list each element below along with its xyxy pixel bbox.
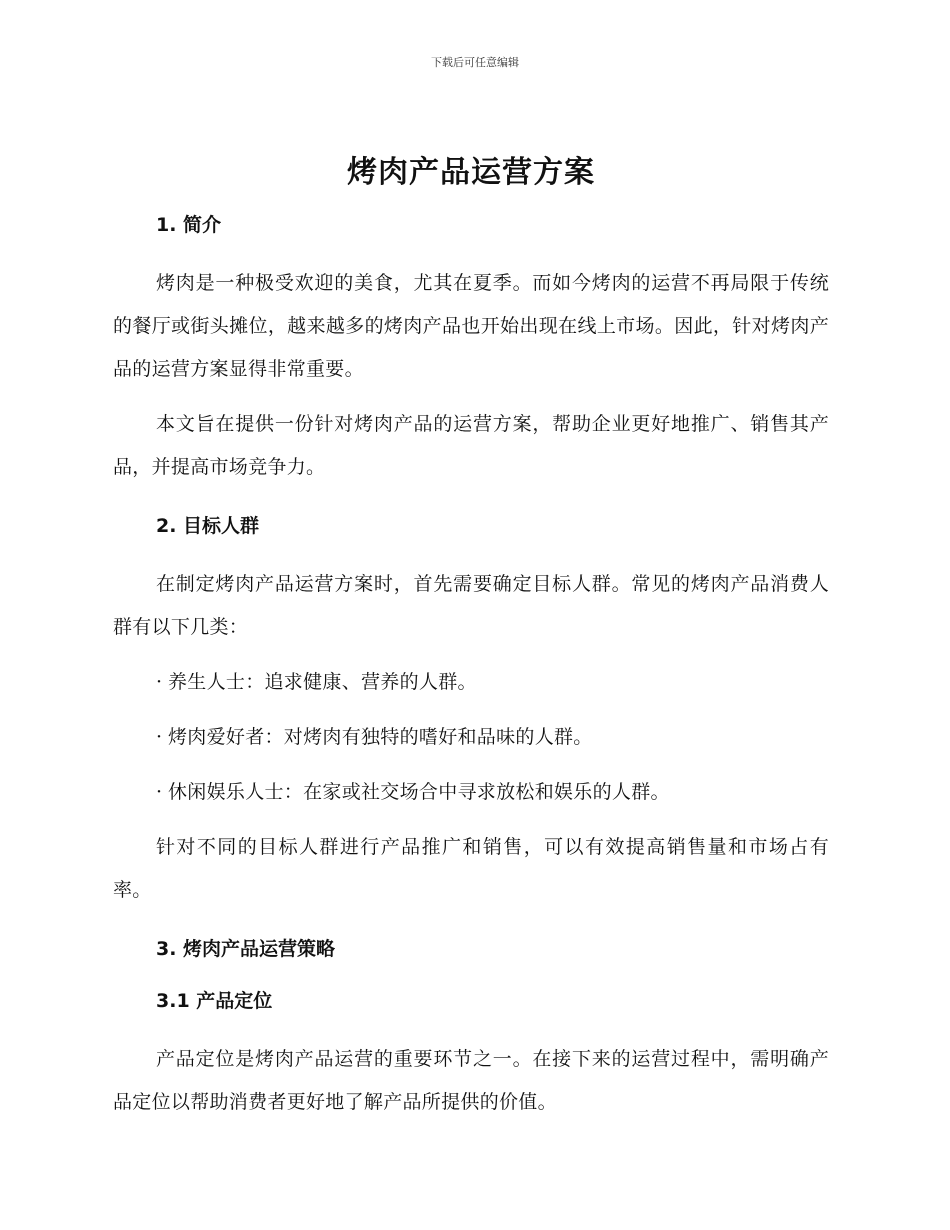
section-heading-strategy: 3. 烤肉产品运营策略 (156, 938, 336, 960)
bullet-icon: · (156, 671, 163, 693)
paragraph-target-2: 针对不同的目标人群进行产品推广和销售，可以有效提高销售量和市场占有率。 (113, 836, 829, 901)
list-item (113, 716, 829, 759)
paragraph-target-1: 在制定烤肉产品运营方案时，首先需要确定目标人群。常见的烤肉产品消费人群有以下几类： (113, 573, 829, 638)
list-item (113, 661, 829, 704)
page-header-note: 下载后可任意编辑 (431, 56, 519, 69)
paragraph-intro-1: 烤肉是一种极受欢迎的美食，尤其在夏季。而如今烤肉的运营不再局限于传统的餐厅或街头摊位，越来越多的烤肉产品也开始出现在线上市场。因此，针对烤肉产品的运营方案显得非常重要。 (113, 272, 829, 380)
bullet-icon: · (156, 726, 163, 748)
subsection-heading-positioning: 3.1 产品定位 (156, 990, 273, 1012)
bullet-text: 养生人士：追求健康、营养的人群。 (168, 671, 477, 693)
bullet-text: 烤肉爱好者：对烤肉有独特的嗜好和品味的人群。 (168, 726, 593, 748)
list-item (113, 771, 829, 814)
paragraph-intro-2: 本文旨在提供一份针对烤肉产品的运营方案，帮助企业更好地推广、销售其产品，并提高市场竞争力。 (113, 413, 829, 478)
section-heading-target: 2. 目标人群 (156, 515, 260, 537)
bullet-text: 休闲娱乐人士：在家或社交场合中寻求放松和娱乐的人群。 (168, 781, 670, 803)
document-title: 烤肉产品运营方案 (347, 155, 595, 190)
section-heading-intro: 1. 简介 (156, 214, 222, 236)
document-body (113, 150, 829, 1136)
paragraph-positioning-1: 产品定位是烤肉产品运营的重要环节之一。在接下来的运营过程中，需明确产品定位以帮助消费者更好地了解产品所提供的价值。 (113, 1048, 829, 1113)
bullet-icon: · (156, 781, 163, 803)
